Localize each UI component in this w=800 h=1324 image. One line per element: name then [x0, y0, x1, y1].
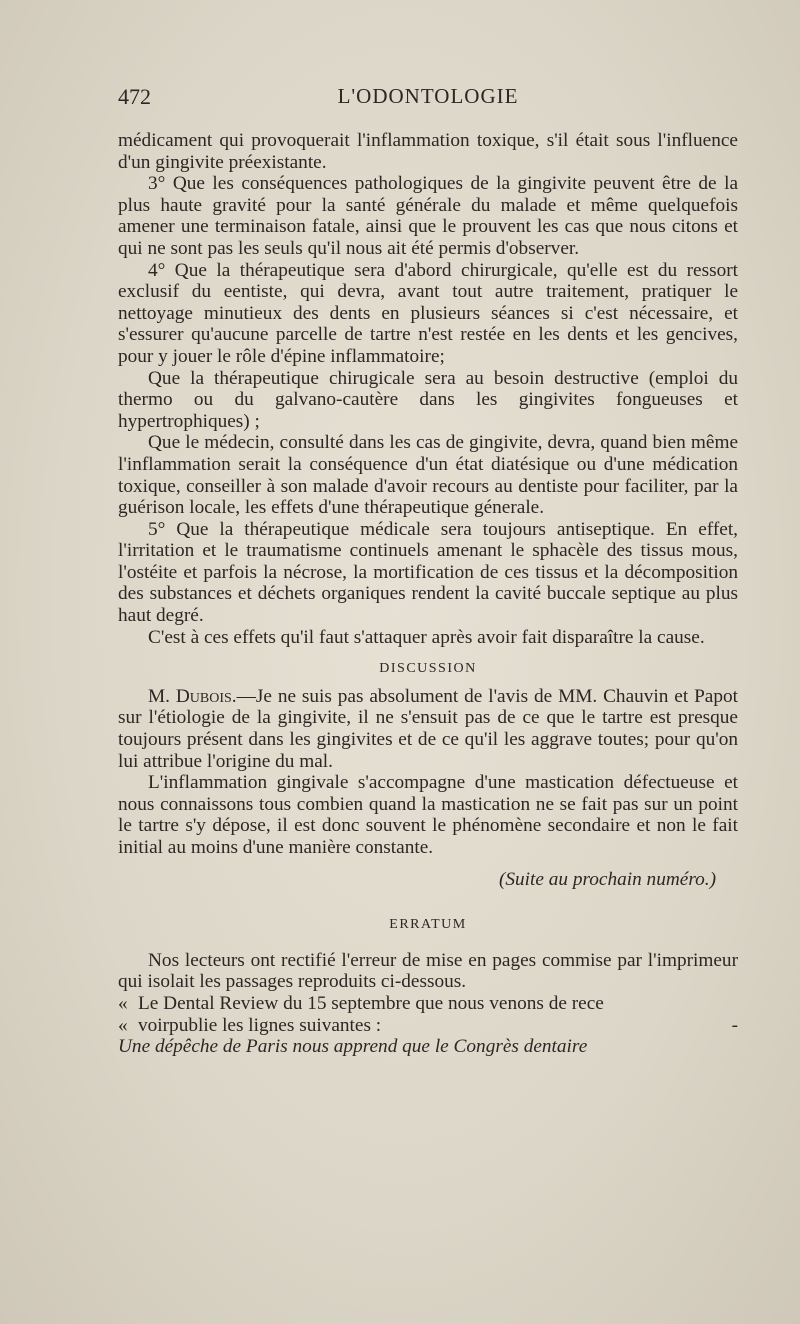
discussion-paragraph-2: L'inflammation gingivale s'accompagne d'une mastication défectueuse et nous connaissons tous combien quand la mastication ne se fait pas sur un point le tartre s'y dépose, il est donc souvent le phénomène secondaire et non le fait initial au moins d'une manière constante.	[118, 772, 738, 858]
paragraph-cause: C'est à ces effets qu'il faut s'attaquer après avoir fait disparaître la cause.	[148, 626, 705, 648]
erratum-title: ERRATUM	[389, 917, 467, 933]
quote-line-2	[118, 1015, 738, 1037]
erratum-paragraph: Nos lecteurs ont rectifié l'erreur de mise en pages commise par l'imprimeur qui isolait les passages reproduits ci-dessous.	[118, 949, 738, 993]
page-number: 472	[118, 84, 151, 109]
quote-mark: «	[118, 992, 128, 1014]
quote-text-3: Une dépêche de Paris nous apprend que le Congrès dentaire	[118, 1036, 588, 1058]
quote-mark: «	[118, 1014, 128, 1036]
paragraph-point-3: 3° Que les conséquences pathologiques de la gingivite peuvent être de la plus haute gravité pour la santé générale du malade et même quelquefois amener une terminaison fatale, ainsi que le prouvent les cas que nous citons et qui ne sont pas les seuls qu'il nous ait été permis d'observer.	[118, 173, 738, 259]
paragraph-point-4: 4° Que la thérapeutique sera d'abord chirurgicale, qu'elle est du ressort exclusif du eentiste, qui devra, avant tout autre traitement, pratiquer le nettoyage minutieux des dents en plusieurs séances si c'est nécessaire, et s'essurer qu'aucune parcelle de tartre n'est restée en les dents et les gencives, pour y jouer le rôle d'épine inflammatoire;	[118, 259, 738, 367]
speaker-name: M. Dubois.	[148, 685, 237, 707]
paragraph-surgical-therapy: Que la thérapeutique chirugicale sera au besoin destructive (emploi du thermo ou du galvano-cautère dans les gingivites fongueuses et hypertrophiques) ;	[118, 367, 738, 432]
body-text	[118, 130, 738, 1058]
paragraph-physician: Que le médecin, consulté dans les cas de gingivite, devra, quand bien même l'inflammation serait la conséquence d'un état diatésique ou d'une médication toxique, conseiller à son malade d'avoir recours au dentiste pour faciliter, par la guérison locale, les effets d'une thérapeutique génerale.	[118, 432, 738, 519]
page-header	[118, 84, 738, 118]
running-title: L'ODONTOLOGIE	[337, 84, 519, 108]
paragraph-point-5: 5° Que la thérapeutique médicale sera toujours antiseptique. En effet, l'irritation et le traumatisme continuels amenant le sphacèle des tissus mous, l'ostéite et parfois la nécrose, la mortification de ces tissus et la décomposition des substances et déchets organiques rendent la cavité buccale septique au plus haut degré.	[118, 518, 738, 627]
quote-text-2: voirpublie les lignes suivantes :	[138, 1014, 382, 1036]
continued-note: (Suite au prochain numéro.)	[498, 868, 716, 890]
quote-line-1	[118, 993, 738, 1015]
quote-text-1: Le Dental Review du 15 septembre que nous venons de rece	[138, 992, 604, 1014]
paragraph-continuation: médicament qui provoquerait l'inflammation toxique, s'il était sous l'influence d'un gingivite préexistante.	[118, 130, 738, 173]
discussion-paragraph-1	[118, 686, 738, 772]
quote-line-3	[118, 1036, 738, 1058]
discussion-text-1: —Je ne suis pas absolument de l'avis de MM. Chauvin et Papot sur l'étiologie de la gingivite, il ne s'ensuit pas de ce que le tartre est presque toujours présent dans les gingivites et de ce qu'il les aggrave toutes; pour qu'on lui attribue l'origine du mal.	[118, 685, 739, 772]
quote-dash: -	[731, 1014, 738, 1036]
discussion-title: DISCUSSION	[379, 661, 477, 677]
